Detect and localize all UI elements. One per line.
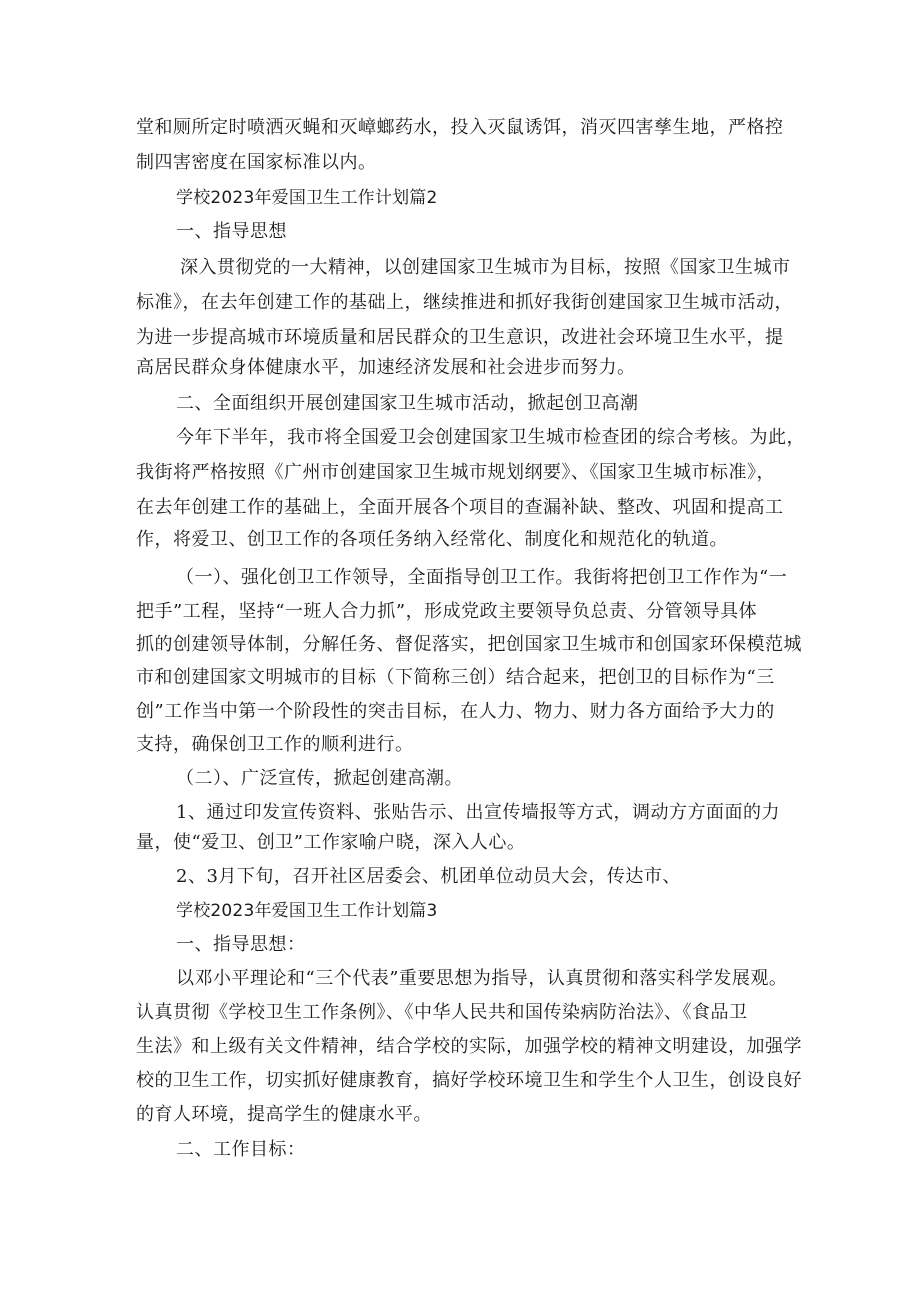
paragraph-line: 我街将严格按照《广州市创建国家卫生城市规划纲要》、《国家卫生城市标准》，	[136, 462, 775, 483]
paragraph-line: 2、3月下旬，召开社区居委会、机团单位动员大会，传达市、	[176, 866, 681, 887]
paragraph-line: 认真贯彻《学校卫生工作条例》、《中华人民共和国传染病防治法》、《食品卫	[136, 1002, 748, 1023]
paragraph-line: 高居民群众身体健康水平，加速经济发展和社会进步而努力。	[136, 357, 636, 378]
paragraph-line: 堂和厕所定时喷洒灭蝇和灭嶂螂药水，投入灭鼠诱饵，消灭四害孳生地，严格控	[136, 117, 784, 138]
paragraph-line: 校的卫生工作，切实抓好健康教育，搞好学校环境卫生和学生个人卫生，创设良好	[136, 1070, 802, 1091]
section-title: 学校2023年爱国卫生工作计划篇2	[176, 188, 438, 208]
heading-line: 一、指导思想：	[176, 934, 306, 955]
section-title: 学校2023年爱国卫生工作计划篇3	[176, 901, 438, 921]
paragraph-line: 量，使“爱卫、创卫”工作家喻户晓，深入人心。	[136, 832, 526, 853]
paragraph-line: 以邓小平理论和“三个代表”重要思想为指导，认真贯彻和落实科学发展观。	[176, 968, 788, 989]
paragraph-line: 今年下半年，我市将全国爱卫会创建国家卫生城市检查团的综合考核。为此，	[176, 427, 805, 448]
paragraph-line: 为进一步提高城市环境质量和居民群众的卫生意识，改进社会环境卫生水平，提	[136, 327, 784, 348]
heading-line: 二、全面组织开展创建国家卫生城市活动，掀起创卫高潮	[176, 393, 639, 414]
heading-line: 二、工作目标：	[176, 1139, 306, 1160]
paragraph-line: 的育人环境，提高学生的健康水平。	[136, 1104, 432, 1125]
paragraph-line: 1、通过印发宣传资料、张贴告示、出宣传墙报等方式，调动方方面面的力	[176, 802, 780, 823]
paragraph-line: 标准》，在去年创建工作的基础上，继续推进和抓好我街创建国家卫生城市活动，	[136, 292, 793, 313]
paragraph-line: 在去年创建工作的基础上，全面开展各个项目的查漏补缺、整改、巩固和提高工	[136, 497, 784, 518]
paragraph-line: 制四害密度在国家标准以内。	[136, 152, 377, 173]
paragraph-line: 支持，确保创卫工作的顺利进行。	[136, 734, 414, 755]
paragraph-line: 抓的创建领导体制，分解任务、督促落实，把创国家卫生城市和创国家环保模范城	[136, 634, 802, 655]
paragraph-line: 把手”工程，坚持“一班人合力抓”，形成党政主要领导负总责、分管领导具体	[136, 601, 758, 622]
heading-line: （二）、广泛宣传，掀起创建高潮。	[176, 768, 463, 789]
paragraph-line: 深入贯彻党的一大精神，以创建国家卫生城市为目标，按照《国家卫生城市	[180, 257, 791, 278]
heading-line: 一、指导思想	[176, 221, 287, 242]
paragraph-line: 创”工作当中第一个阶段性的突击目标，在人力、物力、财力各方面给予大力的	[136, 701, 775, 722]
paragraph-line: 生法》和上级有关文件精神，结合学校的实际，加强学校的精神文明建设，加强学	[136, 1036, 802, 1057]
paragraph-line: 市和创建国家文明城市的目标（下简称三创）结合起来，把创卫的目标作为“三	[136, 667, 775, 688]
paragraph-line: 作，将爱卫、创卫工作的各项任务纳入经常化、制度化和规范化的轨道。	[136, 529, 728, 550]
paragraph-line: （一）、强化创卫工作领导，全面指导创卫工作。我街将把创卫工作作为“一	[176, 567, 788, 588]
